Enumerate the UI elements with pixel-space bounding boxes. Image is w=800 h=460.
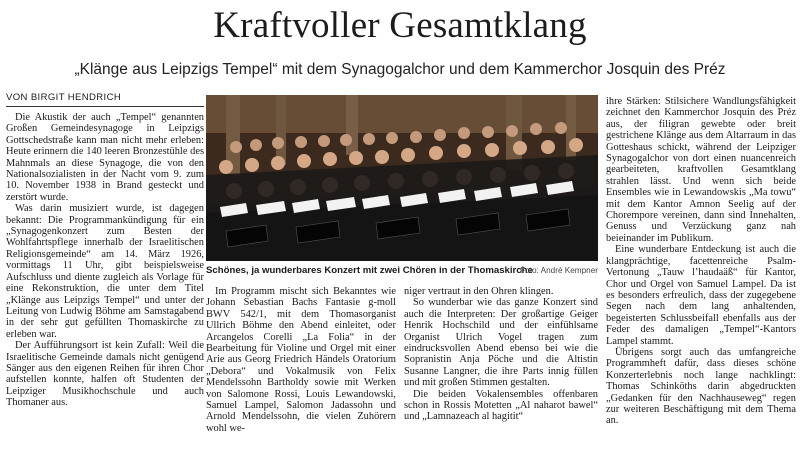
subheadline: „Klänge aus Leipzigs Tempel“ mit dem Synagogalchor und dem Kammerchor Josquin des Préz (74, 61, 726, 78)
paragraph: Die Akustik der auch „Tempel“ genannten Großen Gemeindesynagoge in Leipzigs Gottschedstraße kann man nicht mehr erleben: Heute erinnern die 140 leeren Bronzestühle des Mahnmals an diese Synagoge, die von den Nationalsozialisten in der Nacht vom 9. zum 10. November 1938 in Brand gesteckt und zerstört wurde. (6, 112, 204, 203)
byline: VON BIRGIT HENDRICH (6, 92, 204, 107)
paragraph: Übrigens sorgt auch das umfangreiche Programmheft dafür, dass dieses schöne Konzerterlebnis noch lange nachklingt: Thomas Schinköths darin abgedruckten „Gedanken für den Nachhauseweg“ regen zur weiteren Beschäftigung mit dem Thema an. (606, 346, 796, 427)
photo-caption (206, 264, 598, 280)
article-column-1 (6, 112, 204, 452)
paragraph: ihre Stärken: Stilsichere Wandlungsfähigkeit zeichnet den Kammerchor Josquin des Préz aus, der filigran gewebte oder breit gestrichene Klänge aus dem Altarraum in das Gotteshaus schickt, während der Leipziger Synagogalchor von dort einen nuancenreich gearbeiteten, kraftvollen Gesamtklang strahlen lässt. Und wenn sich beide Ensembles wie in Lewandowskis „Ma towu“ mit dem Kantor Amnon Seelig auf der Chorempore vereinen, dann sind Innehalten, Genuss und Verzückung ganz nah beieinander im Publikum. (606, 96, 796, 244)
photo-credit: Foto: André Kempner (520, 266, 598, 275)
paragraph: niger vertraut in den Ohren klingen. (404, 286, 554, 297)
article-column-2 (206, 286, 396, 452)
choir-photo (206, 95, 598, 261)
article-column-3 (404, 286, 598, 452)
paragraph: Im Programm mischt sich Bekanntes wie Johann Sebastian Bachs Fantasie g-moll BWV 542/1, mit dem Thomasorganist Ullrich Böhme den Abend einleitet, oder Arcangelos Corelli „La Folia“ in der Bearbeitung für Violine und Orgel mit einer Arie aus Georg Friedrich Händels Oratorium „Debora“ und Vokalmusik von Felix Mendelssohn Bartholdy sowie mit Werken von Salomone Rossi, Louis Lewandowski, Samuel Lampel, Salomon Jadassohn und Arnold Mendelssohn, die vielen Zuhörern wohl we- (206, 286, 396, 434)
paragraph: Was darin musiziert wurde, ist dagegen bekannt: Die Programmankündigung für ein „Synagogenkonzert zum Besten der Wohlfahrtspflege innerhalb der Israelitischen Religionsgemeinde“ am 14. März 1926, vormittags 11 Uhr, gibt beispielsweise Aufschluss und diente zugleich als Vorlage für eine Rekonstruktion, die unter dem Titel „Klänge aus Leipzigs Tempel“ und unter der Leitung von Ludwig Böhme am Samstagabend in der sehr gut gefüllten Thomaskirche zu erleben war. (6, 203, 204, 340)
article-column-4 (606, 96, 796, 452)
choir-photo-illustration (206, 95, 598, 261)
paragraph: Der Aufführungsort ist kein Zufall: Weil die Israelitische Gemeinde damals nicht genügend Sänger aus den eigenen Reihen für ihren Chor aufstellen konnte, halfen oft Studenten der Leipziger Musikhochschule und auch Thomaner aus. (6, 340, 204, 409)
headline: Kraftvoller Gesamtklang (213, 5, 587, 46)
paragraph: So wunderbar wie das ganze Konzert sind auch die Interpreten: Der großartige Geiger Henrik Hochschild und der einfühlsame Organist Ulrich Vogel tragen zum eindrucksvollen Abend ebenso bei wie die Sopranistin Anja Pöche und die Altistin Susanne Langner, die ihre Parts innig füllen und mit großen Stimmen gestalten. (404, 297, 598, 389)
caption-text: Schönes, ja wunderbares Konzert mit zwei Chören in der Thomaskirche (206, 265, 533, 276)
paragraph: Die beiden Vokalensembles offenbaren schon in Rossis Motetten „Al naharot bawel“ und „Lamnazeach al hagitit“ (404, 388, 598, 423)
paragraph: Eine wunderbare Entdeckung ist auch die klangprächtige, facettenreiche Psalm-Vertonung „Tauw l’haudaäß“ für Kantor, Chor und Orgel von Samuel Lampel. Da ist es besonders erfreulich, dass der zugegebene Segen nach dem lang anhaltenden, begeisterten Schlussbeifall ebenfalls aus der Feder des damaligen „Tempel“-Kantors Lampel stammt. (606, 244, 796, 347)
